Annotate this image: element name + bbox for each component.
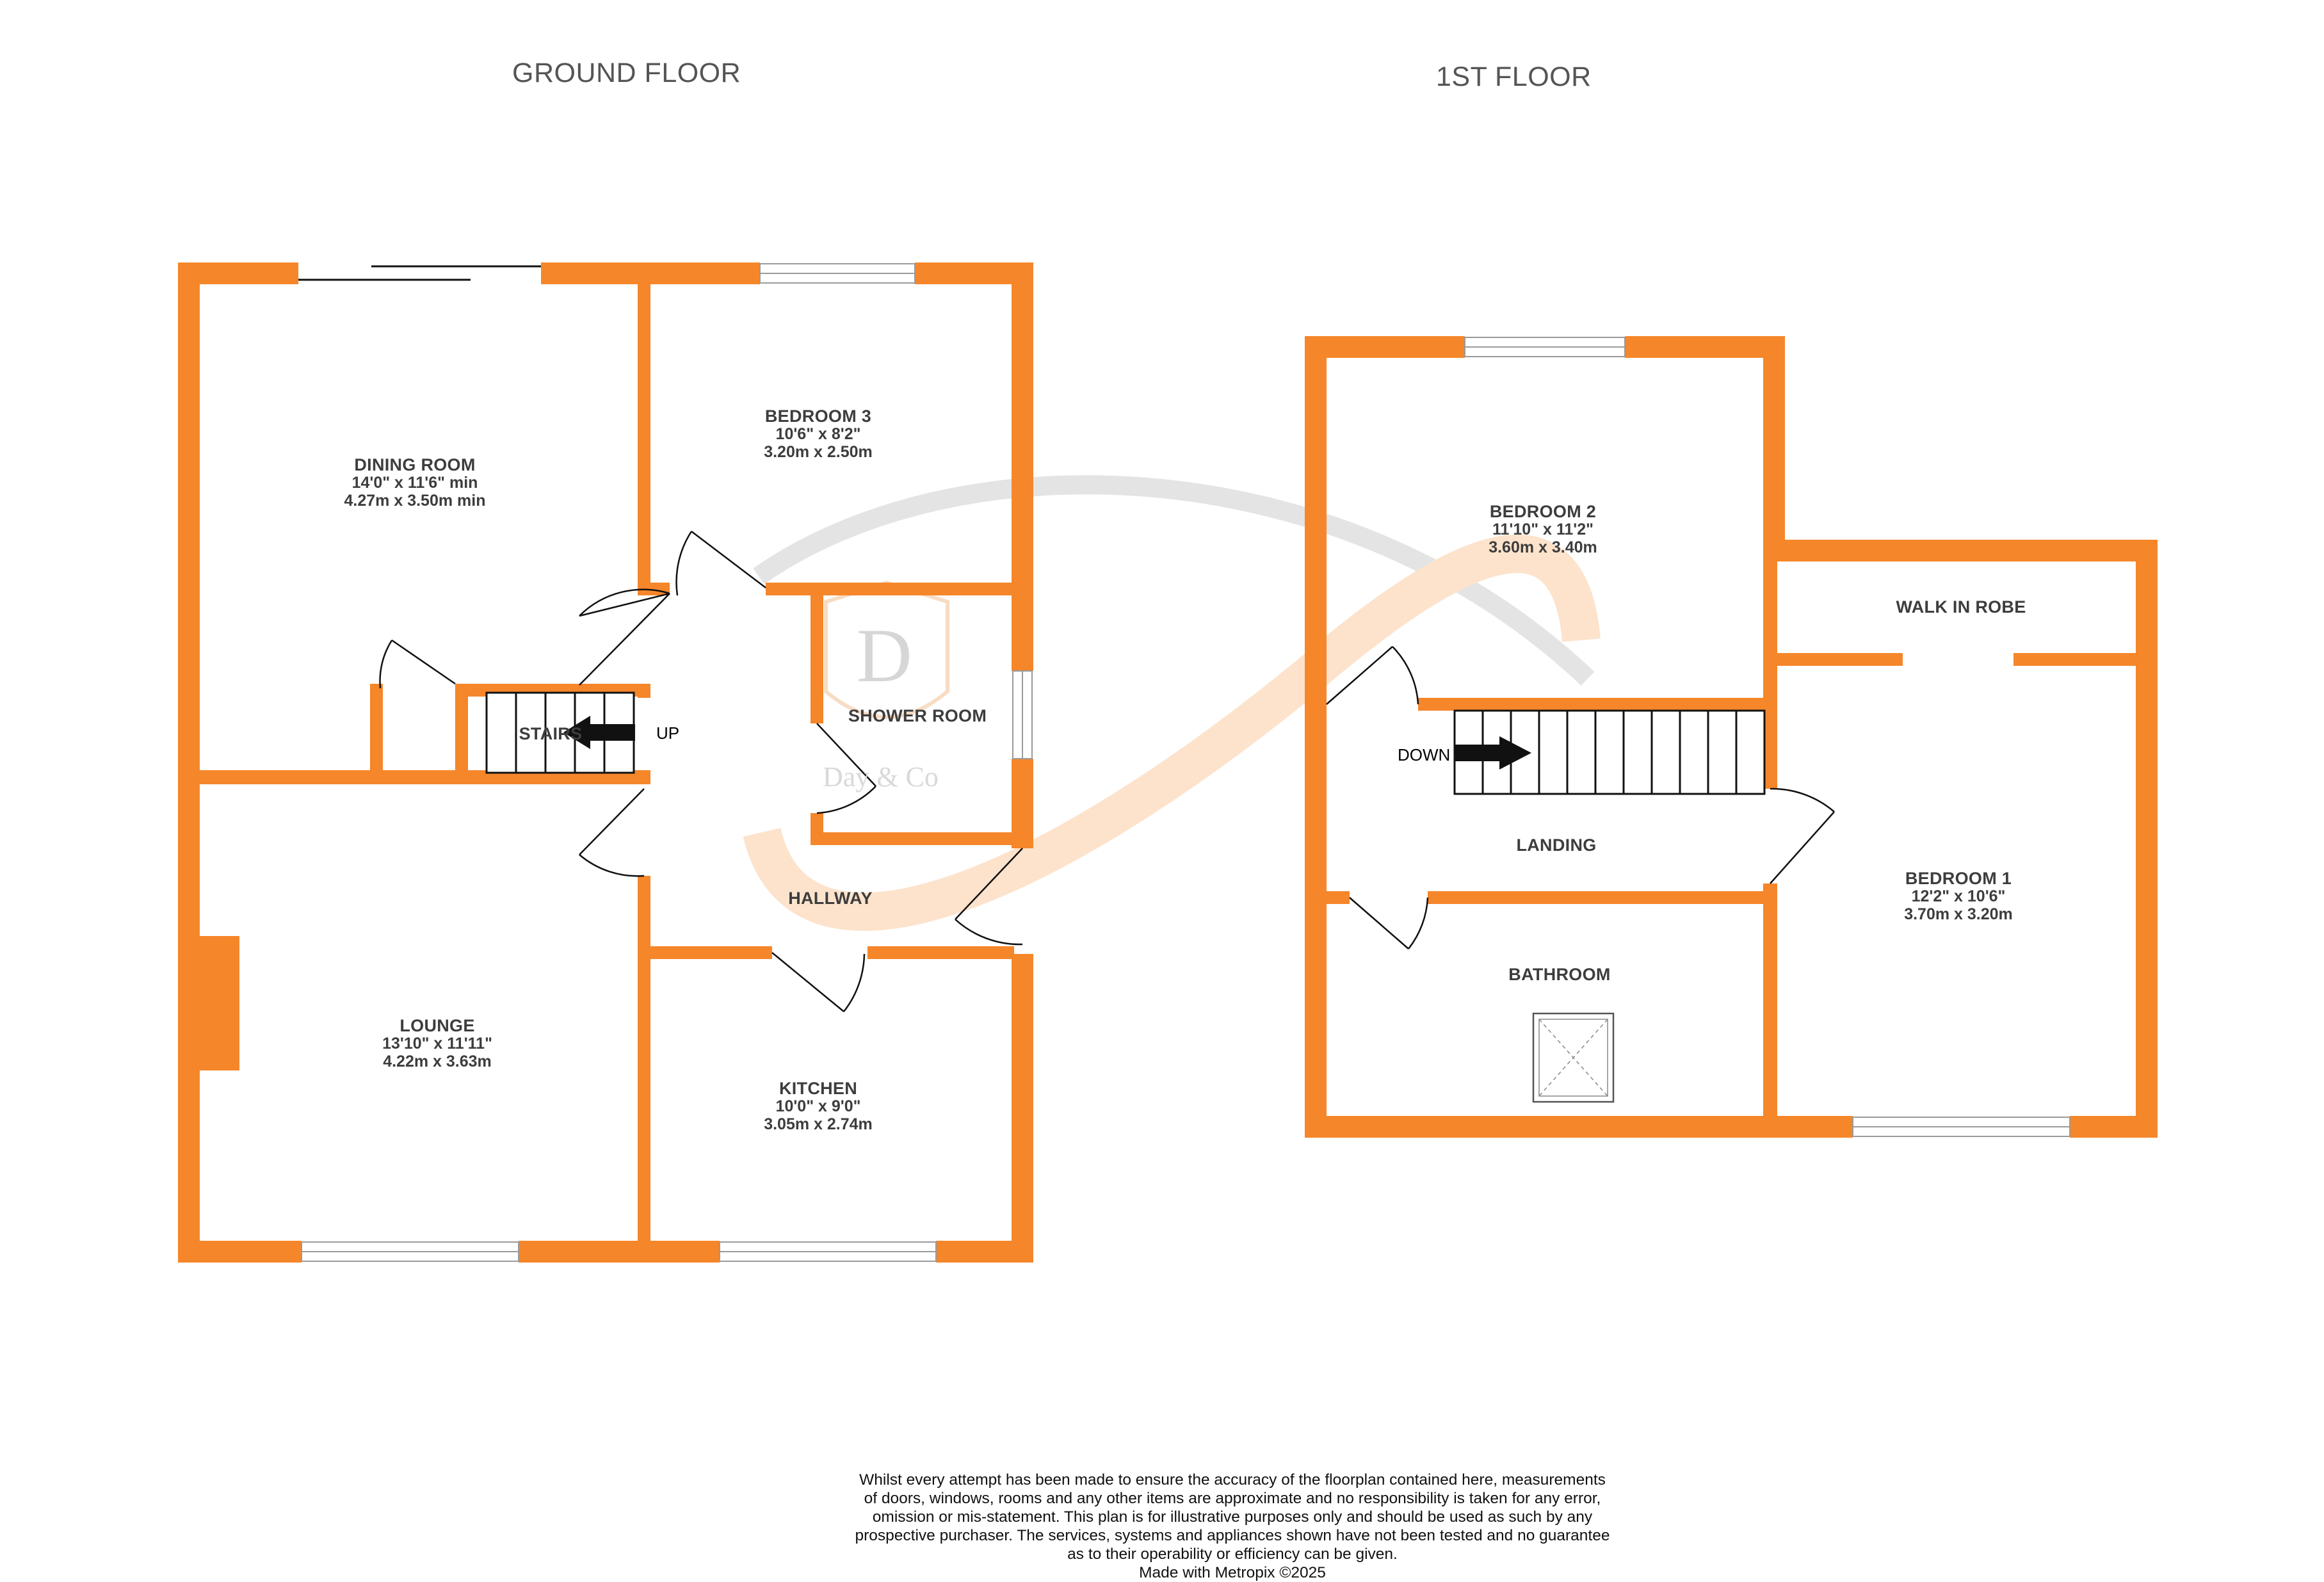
room-imperial: 11'10" x 11'2" — [1492, 521, 1594, 538]
watermark-letter: D — [857, 613, 912, 698]
disclaimer-line: Whilst every attempt has been made to ensure the accuracy of the floorplan contained here, measurements — [859, 1471, 1606, 1489]
room-bathroom — [1508, 965, 1610, 983]
room-shower-room — [848, 707, 987, 725]
room-stairs — [519, 725, 583, 743]
room-hallway — [788, 889, 873, 907]
room-name: SHOWER ROOM — [848, 706, 987, 725]
room-walk-in-robe — [1896, 598, 2026, 616]
first-floor-plan — [1305, 336, 2158, 1138]
room-metric: 3.20m x 2.50m — [764, 443, 873, 461]
room-bedroom-3 — [764, 407, 873, 461]
room-name: BEDROOM 1 — [1905, 869, 2012, 888]
room-name: LOUNGE — [399, 1016, 475, 1035]
first-stairs — [1455, 711, 1764, 794]
stairs-up-label: UP — [656, 723, 680, 743]
room-metric: 4.22m x 3.63m — [383, 1053, 492, 1070]
disclaimer-line: omission or mis-statement. This plan is for illustrative purposes only and should be used as such by any — [872, 1508, 1593, 1526]
room-lounge — [382, 1017, 492, 1070]
room-kitchen — [764, 1079, 873, 1133]
room-name: KITCHEN — [779, 1079, 858, 1098]
room-metric: 3.60m x 3.40m — [1489, 538, 1597, 556]
room-landing — [1516, 836, 1596, 854]
room-dining-room — [344, 456, 486, 510]
disclaimer-credit: Made with Metropix ©2025 — [1139, 1564, 1326, 1581]
room-imperial: 10'0" x 9'0" — [775, 1097, 861, 1115]
stairs-down-label: DOWN — [1398, 745, 1451, 764]
room-name: BEDROOM 2 — [1489, 502, 1597, 521]
first-floor-title: 1ST FLOOR — [1436, 61, 1592, 92]
room-metric: 3.70m x 3.20m — [1904, 905, 2013, 923]
room-name: BATHROOM — [1508, 965, 1611, 984]
room-name: DINING ROOM — [354, 455, 476, 474]
room-imperial: 14'0" x 11'6" min — [351, 474, 478, 492]
room-name: LANDING — [1516, 835, 1597, 855]
room-name: WALK IN ROBE — [1896, 597, 2026, 617]
room-name: STAIRS — [519, 724, 583, 743]
room-bedroom-2 — [1489, 503, 1597, 556]
ground-floor-title: GROUND FLOOR — [512, 58, 741, 88]
room-bedroom-1 — [1904, 869, 2013, 923]
disclaimer-line: as to their operability or efficiency can be given. — [1067, 1546, 1398, 1563]
room-name: HALLWAY — [788, 889, 873, 908]
room-metric: 4.27m x 3.50m min — [344, 492, 486, 510]
sliding-door — [298, 266, 541, 280]
skylight — [1533, 1013, 1613, 1102]
disclaimer — [819, 1471, 1645, 1582]
room-imperial: 13'10" x 11'11" — [382, 1035, 492, 1053]
room-imperial: 12'2" x 10'6" — [1911, 887, 2006, 905]
room-name: BEDROOM 3 — [764, 407, 872, 426]
disclaimer-line: prospective purchaser. The services, systems and appliances shown have not been tested and no guarantee — [855, 1527, 1610, 1544]
room-metric: 3.05m x 2.74m — [764, 1115, 873, 1133]
disclaimer-line: of doors, windows, rooms and any other items are approximate and no responsibility is taken for any error, — [864, 1490, 1601, 1507]
watermark-name: Day & Co — [823, 761, 939, 793]
room-imperial: 10'6" x 8'2" — [775, 425, 861, 443]
